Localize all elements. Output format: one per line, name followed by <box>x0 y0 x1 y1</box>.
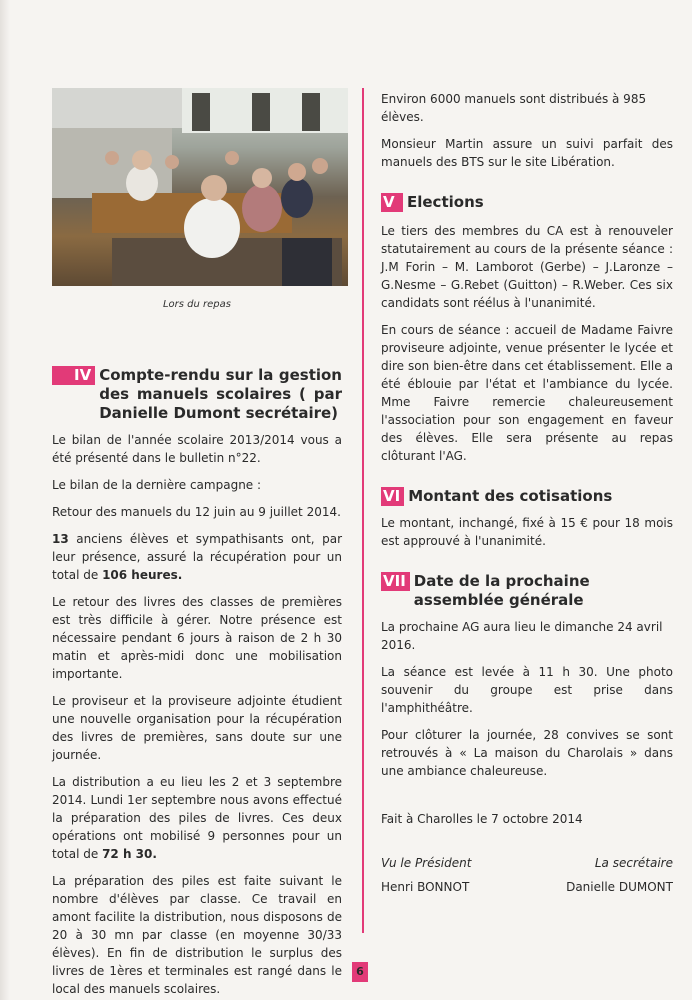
section-6-heading <box>381 487 673 506</box>
section-number-badge: VI <box>381 487 404 506</box>
section-number-badge: VII <box>381 572 410 591</box>
section-title: Elections <box>407 193 484 211</box>
page-edge <box>0 0 10 1000</box>
section-7-heading <box>381 572 673 610</box>
paragraph: Pour clôturer la journée, 28 convives se sont retrouvés à « La maison du Charolais » dans une ambiance chaleureuse. <box>381 728 673 778</box>
section-number-badge: V <box>381 193 403 212</box>
president-name: Henri BONNOT <box>381 880 470 894</box>
secretary-role: La secrétaire <box>594 856 673 870</box>
paragraph: En cours de séance : accueil de Madame Faivre proviseure adjointe, venue présenter le lycée et dire son bien-être dans cet établissement. Elle a été éblouie par l'état et l'ambiance du lycée. Mme Faivre remercie chaleureusement l'association pour son engagement en faveur des élèves. Elle sera présente au repas clôturant l'AG. <box>381 323 673 463</box>
paragraph: Le proviseur et la proviseure adjointe étudient une nouvelle organisation pour la récupération des livres de premières, sans doute sur une journée. <box>52 694 342 762</box>
paragraph-text: La distribution a eu lieu les 2 et 3 septembre 2014. Lundi 1er septembre nous avons effectué la préparation des piles de livres. Ces deux opérations ont mobilisé 9 personnes pour un total de <box>52 775 342 861</box>
section-title: Montant des cotisations <box>408 487 613 505</box>
signature-roles <box>381 854 673 872</box>
paragraph: Le retour des livres des classes de premières est très difficile à gérer. Notre présence est nécessaire pendant 6 jours à raison de 2 h 30 matin et après-midi donc une mobilisation importante. <box>52 595 342 681</box>
president-role: Vu le Président <box>381 856 472 870</box>
meal-photo-illustration <box>52 88 348 286</box>
right-column <box>381 90 673 896</box>
section-5-heading <box>381 193 673 212</box>
section-4-heading <box>52 366 342 423</box>
left-column <box>52 88 342 998</box>
place-and-date: Fait à Charolles le 7 octobre 2014 <box>381 812 583 826</box>
paragraph: Le bilan de l'année scolaire 2013/2014 vous a été présenté dans le bulletin n°22. <box>52 433 342 465</box>
paragraph: La prochaine AG aura lieu le dimanche 24 avril 2016. <box>381 620 663 652</box>
paragraph-distribution <box>52 773 342 863</box>
paragraph-text: anciens élèves et sympathisants ont, par leur présence, assuré la récupération pour un total de <box>52 532 342 582</box>
paragraph: Le bilan de la dernière campagne : <box>52 478 262 492</box>
secretary-name: Danielle DUMONT <box>566 880 673 894</box>
paragraph: La préparation des piles est faite suivant le nombre d'élèves par classe. Ce travail en amont facilite la distribution, nous disposons de 20 à 30 mn par classe (en moyenne 30/33 élèves). En fin de distribution le surplus des livres de 1ères et terminales est rangé dans le local des manuels scolaires. <box>52 874 342 996</box>
photo-caption: Lors du repas <box>162 299 231 310</box>
distribution-hours: 72 h 30. <box>102 847 157 861</box>
paragraph: Monsieur Martin assure un suivi parfait des manuels des BTS sur le site Libération. <box>381 137 673 169</box>
paragraph: La séance est levée à 11 h 30. Une photo souvenir du groupe est prise dans l'amphithéâtre. <box>381 665 673 715</box>
paragraph: Environ 6000 manuels sont distribués à 985 élèves. <box>381 92 647 124</box>
paragraph-volunteers <box>52 530 342 584</box>
page-number: 6 <box>352 962 368 982</box>
section-title: Compte-rendu sur la gestion des manuels scolaires ( par Danielle Dumont secrétaire) <box>99 366 342 422</box>
paragraph: Le montant, inchangé, fixé à 15 € pour 18 mois est approuvé à l'unanimité. <box>381 516 673 548</box>
section-title: Date de la prochaine assemblée générale <box>413 572 590 609</box>
paragraph: Retour des manuels du 12 juin au 9 juillet 2014. <box>52 505 341 519</box>
section-number-badge: IV <box>52 366 95 385</box>
meal-photo <box>52 88 348 286</box>
paragraph: Le tiers des membres du CA est à renouveler statutairement au cours de la présente séance : J.M Forin – M. Lamborot (Gerbe) – J.Laronze – G.Nesme – G.Rebet (Guitton) – R.Weber. Ces six candidats sont réélus à l'unanimité. <box>381 224 673 310</box>
signature-names <box>381 878 673 896</box>
volunteer-count: 13 <box>52 532 69 546</box>
column-divider <box>362 88 364 933</box>
total-hours: 106 heures. <box>102 568 183 582</box>
